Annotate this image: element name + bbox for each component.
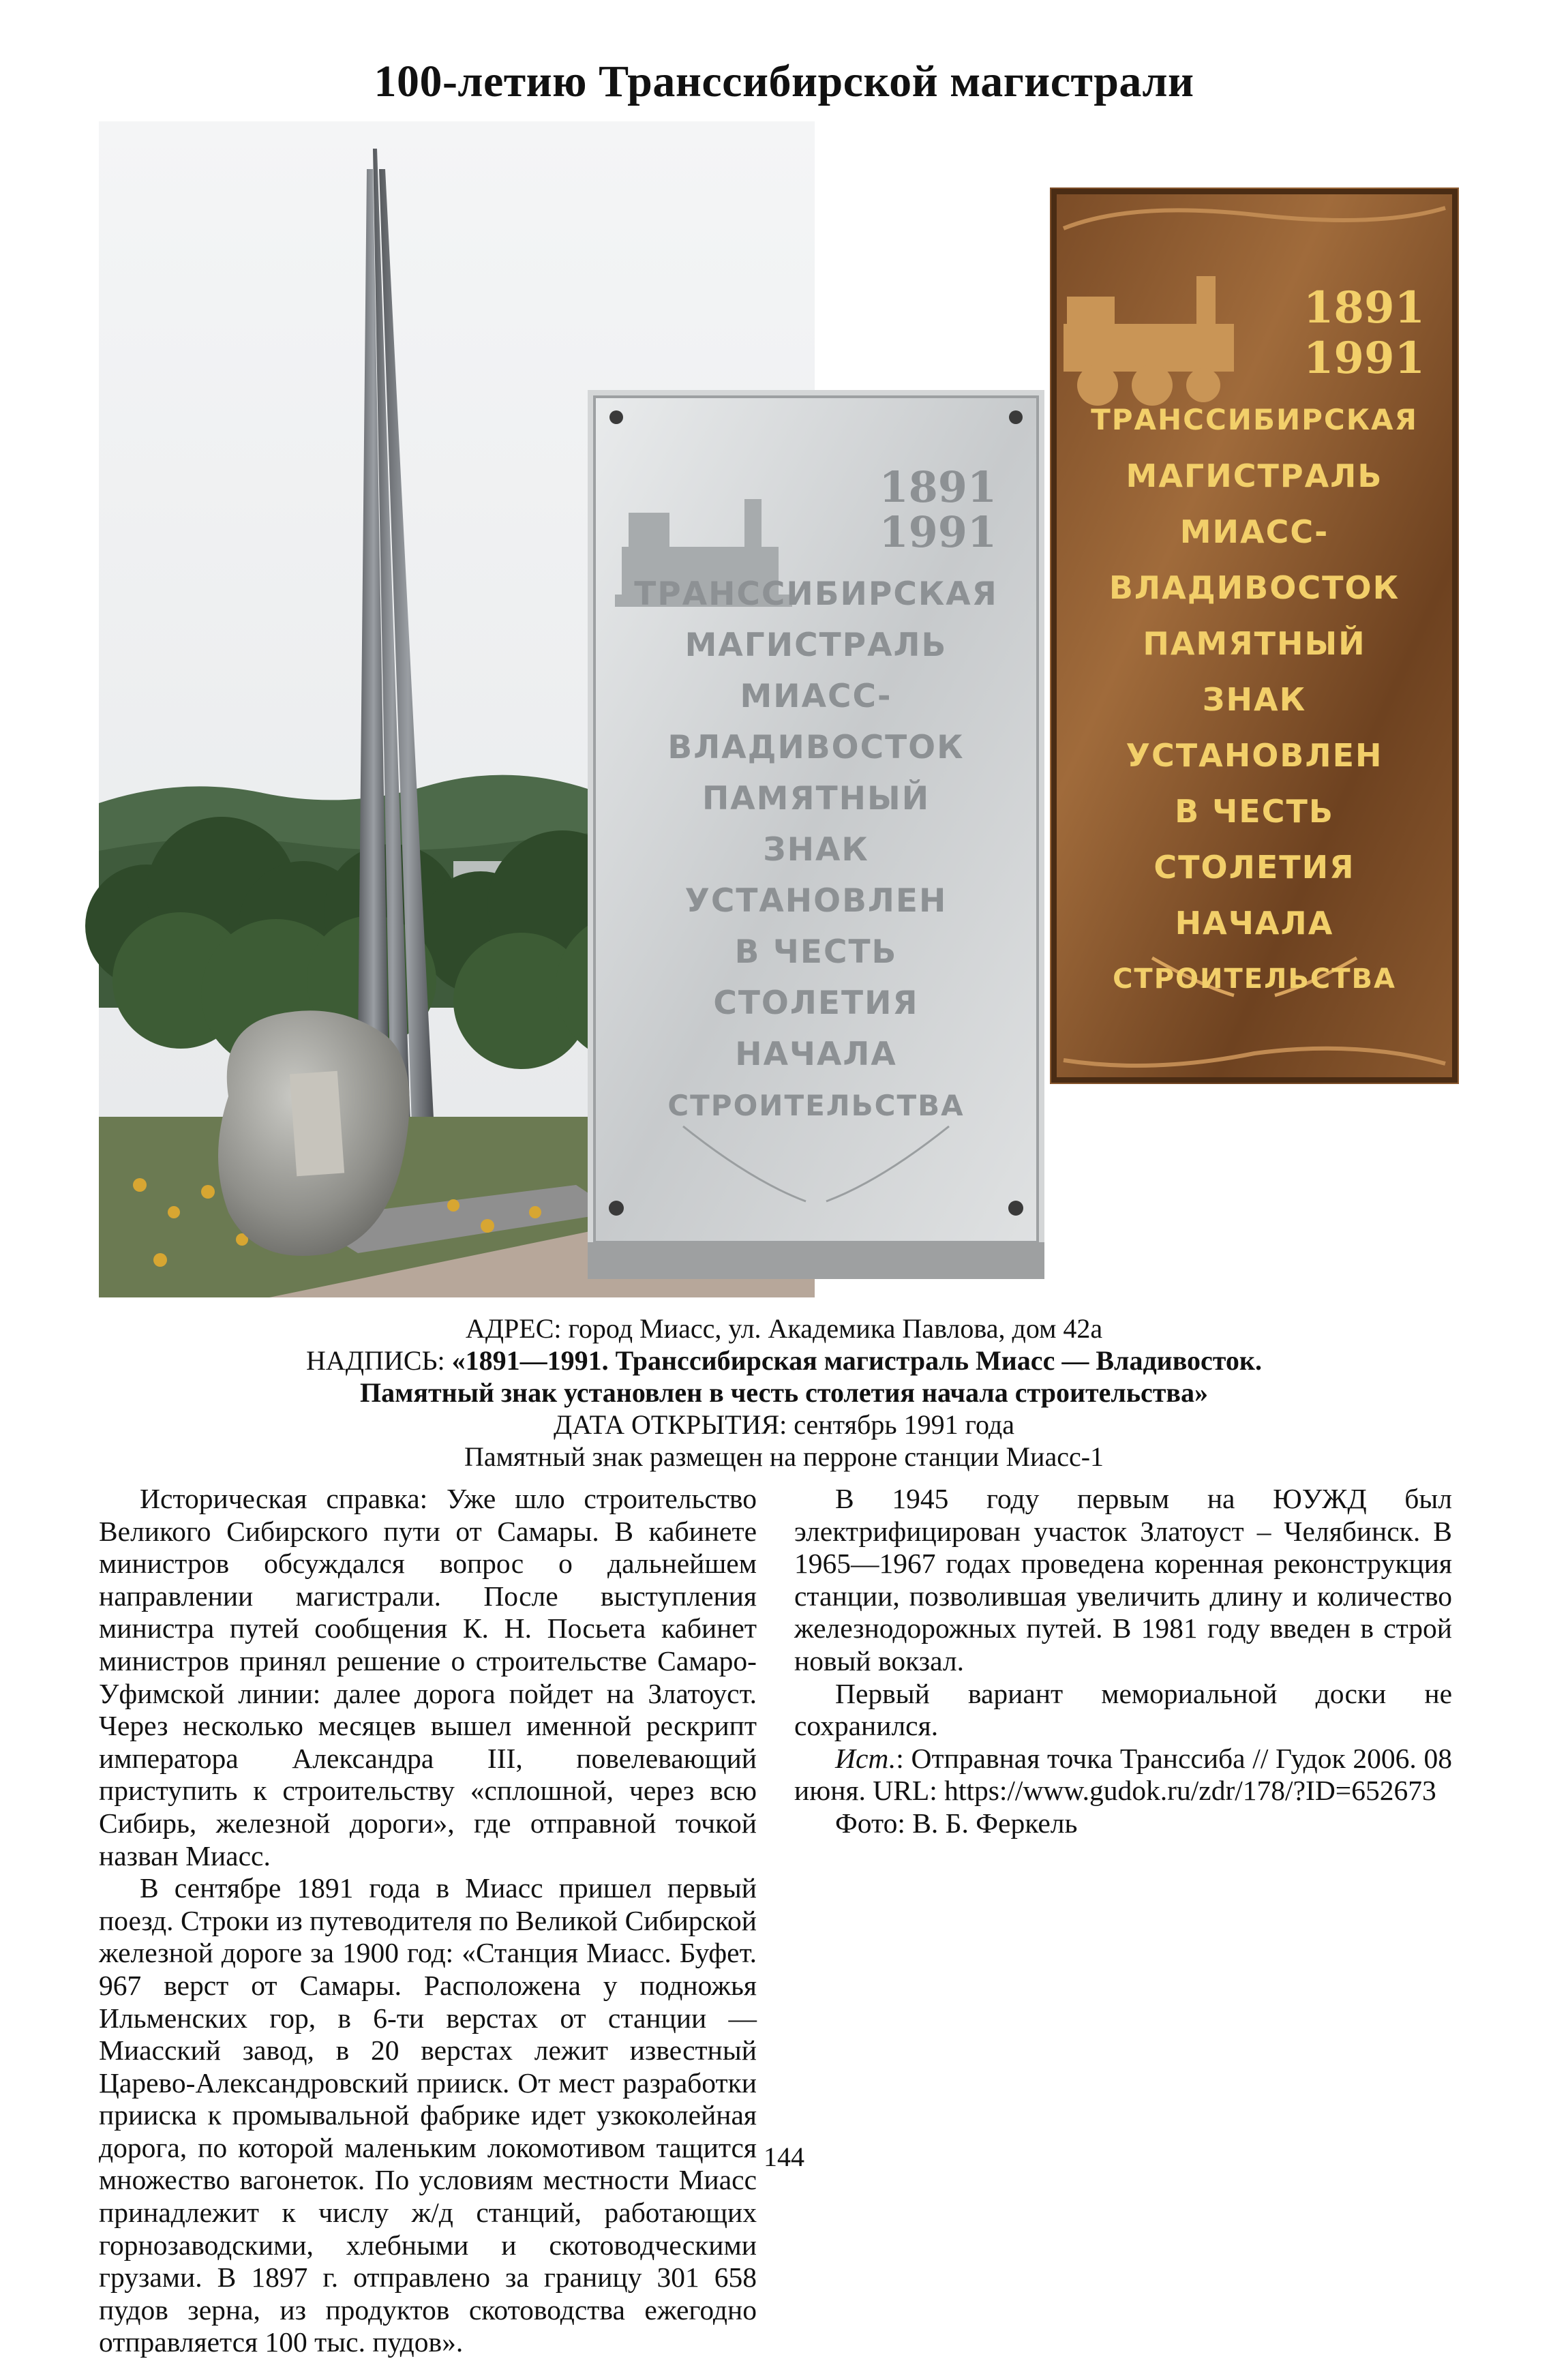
history-paragraph: Историческая справка: Уже шло строительство Великого Сибирского пути от Самары. В кабинете министров обсуждался вопрос о дальнейшем направлении магистрали. После выступления министра путей сообщения К. Н. Посьета кабинет министров принял решение о строительстве Самаро-Уфимской линии: далее дорога пойдет на Златоуст. Через несколько месяцев вышел именной рескрипт императора Александра III, повелевающий приступить к строительству «сплошной, через всю Сибирь, железной дороги», где отправной точкой назван Миасс.: [99, 1483, 757, 1872]
history-paragraph: В сентябре 1891 года в Миасс пришел первый поезд. Строки из путеводителя по Великой Сибирской железной дороге за 1900 год: «Станция Миасс. Буфет. 967 верст от Самары. Расположена у подножья Ильменских гор, в 6-ти верстах от станции — Миасский завод, в 20 верстах лежит известный Царево-Александровский прииск. От мест разработки прииска к промывальной фабрике идет узкоколейная дорога, по которой маленьким локомотивом тащится множество вагонеток. По условиям местности Миасс принадлежит к числу ж/д станций, работающих горнозаводскими, хлебными и скотоводческими грузами. В 1897 г. отправлено за границу 301 658 пудов зерна, из продуктов скотоводства ежегодно отправляется 100 тыс. пудов».: [99, 1872, 757, 2358]
bronze-plaque-line: НАЧАЛА: [1175, 905, 1334, 942]
page-title: 100-летию Транссибирской магистрали: [374, 57, 1194, 106]
source-reference: Ист.: Отправная точка Транссиба // Гудок 2006. 08 июня. URL: https://www.gudok.ru/zdr/178/?ID=652673: [794, 1742, 1452, 1807]
bronze-plaque-year-start: 1891: [1303, 282, 1425, 333]
location-note: Памятный знак размещен на перроне станции Миасс-1: [464, 1441, 1104, 1472]
page-number: 144: [764, 2142, 804, 2172]
bronze-plaque-year-end: 1991: [1303, 333, 1425, 384]
silver-plaque-line: МАГИСТРАЛЬ: [684, 627, 948, 664]
history-paragraph: В 1945 году первым на ЮУЖД был электрифицирован участок Златоуст – Челябинск. В 1965—1967 годах проведена коренная реконструкция станции, позволившая увеличить длину и количество железнодорожных путей. В 1981 году введен в строй новый вокзал.: [794, 1483, 1452, 1677]
silver-plaque-line: ПАМЯТНЫЙ: [702, 780, 931, 817]
bronze-plaque-line: СТОЛЕТИЯ: [1154, 849, 1355, 886]
silver-plaque-line: В ЧЕСТЬ: [734, 933, 898, 971]
bronze-plaque-line: ВЛАДИВОСТОК: [1109, 569, 1400, 606]
silver-plaque-photo: [588, 390, 1044, 1279]
bronze-plaque-line: ЗНАК: [1202, 681, 1307, 718]
silver-plaque-line: СТОЛЕТИЯ: [713, 985, 919, 1022]
silver-plaque-line: МИАСС-: [740, 678, 892, 715]
bronze-plaque-line: ТРАНССИБИРСКАЯ: [1091, 403, 1418, 436]
bronze-plaque-text: [1050, 283, 1459, 1007]
opening-date-line: ДАТА ОТКРЫТИЯ: сентябрь 1991 года: [554, 1409, 1014, 1440]
silver-plaque-line: ЗНАК: [763, 831, 869, 869]
bronze-plaque-photo: [1050, 187, 1459, 1084]
monument-caption: [0, 1312, 1568, 1473]
bronze-plaque-line: ПАМЯТНЫЙ: [1143, 625, 1366, 662]
address-line: АДРЕС: город Миасс, ул. Академика Павлова, дом 42а: [465, 1313, 1103, 1344]
bronze-plaque-line: В ЧЕСТЬ: [1175, 793, 1334, 830]
silver-plaque-year-end: 1991: [879, 507, 997, 557]
bronze-plaque-line: СТРОИТЕЛЬСТВА: [1113, 963, 1396, 995]
photo-credit: Фото: В. Б. Феркель: [835, 1807, 1078, 1839]
bronze-plaque-line: УСТАНОВЛЕН: [1126, 737, 1383, 774]
body-column-left: [99, 1483, 757, 2358]
inscription-line: НАДПИСЬ: «1891—1991. Транссибирская магистраль Миасс — Владивосток.: [306, 1345, 1262, 1376]
silver-plaque-text: [588, 462, 1044, 1131]
silver-plaque-line: УСТАНОВЛЕН: [684, 882, 948, 920]
silver-plaque-year-start: 1891: [879, 462, 997, 512]
history-paragraph: Первый вариант мемориальной доски не сохранился.: [794, 1677, 1452, 1742]
silver-plaque-line: НАЧАЛА: [735, 1036, 897, 1073]
bronze-plaque-line: МИАСС-: [1179, 513, 1329, 550]
silver-plaque-line: ВЛАДИВОСТОК: [667, 729, 965, 766]
body-column-right: [794, 1483, 1452, 1840]
bronze-plaque-line: МАГИСТРАЛЬ: [1126, 457, 1383, 494]
silver-plaque-line: СТРОИТЕЛЬСТВА: [667, 1089, 965, 1122]
inscription-line-2: Памятный знак установлен в честь столетия начала строительства»: [360, 1377, 1208, 1408]
silver-plaque-line: ТРАНССИБИРСКАЯ: [634, 575, 998, 613]
